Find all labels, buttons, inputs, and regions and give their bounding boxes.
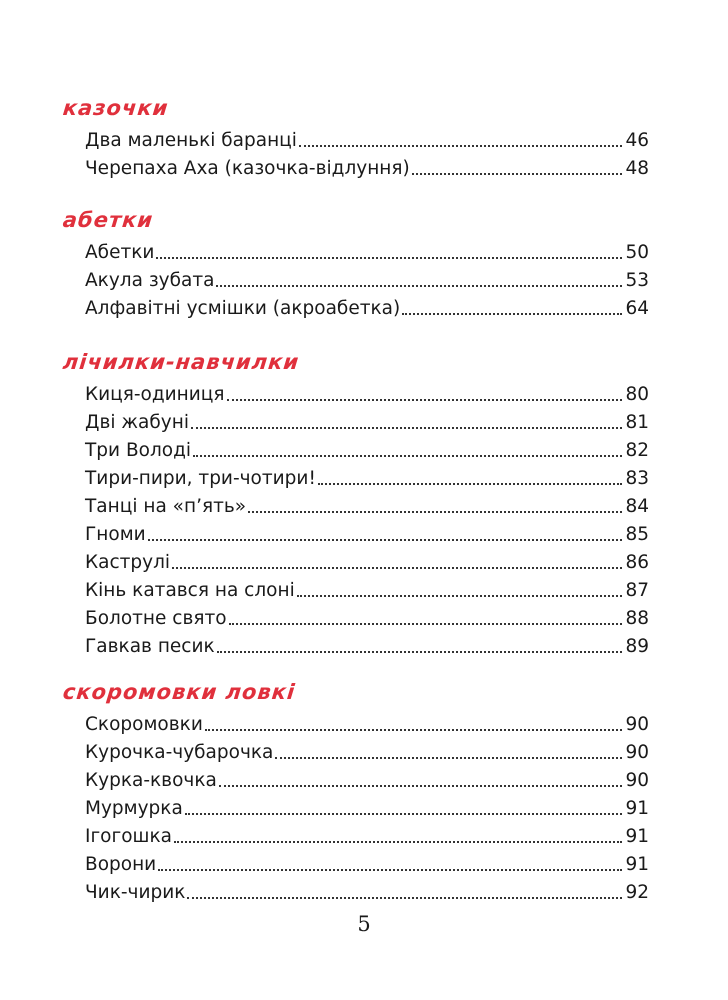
entry-title: Дві жабуні — [85, 412, 189, 433]
dot-leader — [216, 284, 622, 287]
entry-title: Чик-чирик — [85, 882, 186, 903]
entry-page-number: 48 — [625, 158, 649, 179]
toc-entry — [85, 880, 649, 906]
section-heading: лічилки-навчилки — [61, 350, 301, 374]
entry-title: Скоромовки — [85, 714, 203, 735]
dot-leader — [174, 840, 622, 843]
entry-title: Каструлі — [85, 552, 171, 573]
dot-leader — [217, 650, 623, 653]
dot-leader — [205, 728, 623, 731]
toc-entry — [85, 438, 649, 464]
section-heading: абетки — [61, 208, 155, 232]
dot-leader — [158, 868, 622, 871]
dot-leader — [191, 426, 622, 429]
entry-title: Тири-пири, три-чотири! — [85, 468, 316, 489]
dot-leader — [297, 594, 623, 597]
toc-entry — [85, 296, 649, 322]
entry-page-number: 89 — [625, 636, 649, 657]
toc-entry — [85, 240, 649, 266]
toc-entry — [85, 768, 649, 794]
entry-page-number: 85 — [625, 524, 649, 545]
dot-leader — [229, 622, 623, 625]
entry-title: Гавкав песик — [85, 636, 215, 657]
entry-title: Ворони — [85, 854, 157, 875]
dot-leader — [412, 172, 623, 175]
entry-page-number: 87 — [625, 580, 649, 601]
toc-entry — [85, 796, 649, 822]
entry-page-number: 81 — [625, 412, 649, 433]
dot-leader — [193, 454, 622, 457]
toc-entry — [85, 494, 649, 520]
toc-entry — [85, 268, 649, 294]
dot-leader — [185, 812, 623, 815]
entry-title: Алфавітні усмішки (акроабетка) — [85, 298, 401, 319]
entry-page-number: 90 — [625, 742, 649, 763]
entry-page-number: 92 — [625, 882, 649, 903]
dot-leader — [402, 312, 622, 315]
entry-title: Ігогошка — [85, 826, 172, 847]
dot-leader — [318, 482, 623, 485]
toc-entry — [85, 466, 649, 492]
dot-leader — [227, 398, 623, 401]
toc-entry — [85, 156, 649, 182]
section-heading: казочки — [61, 96, 170, 120]
entry-page-number: 86 — [625, 552, 649, 573]
dot-leader — [172, 566, 622, 569]
entry-page-number: 90 — [625, 714, 649, 735]
entry-title: Курка-квочка — [85, 770, 217, 791]
entry-page-number: 90 — [625, 770, 649, 791]
entry-page-number: 64 — [625, 298, 649, 319]
entry-title: Черепаха Аха (казочка-відлуння) — [85, 158, 410, 179]
entry-page-number: 91 — [625, 854, 649, 875]
toc-entry — [85, 128, 649, 154]
entry-title: Кінь катався на слоні — [85, 580, 295, 601]
entry-page-number: 88 — [625, 608, 649, 629]
toc-entry — [85, 740, 649, 766]
entry-title: Киця-одиниця — [85, 384, 225, 405]
dot-leader — [148, 538, 623, 541]
dot-leader — [275, 756, 622, 759]
toc-entry — [85, 410, 649, 436]
toc-entry — [85, 382, 649, 408]
entry-page-number: 53 — [625, 270, 649, 291]
entry-page-number: 46 — [625, 130, 649, 151]
toc-entry — [85, 824, 649, 850]
toc-entry — [85, 606, 649, 632]
dot-leader — [156, 256, 622, 259]
entry-page-number: 91 — [625, 826, 649, 847]
entry-title: Мурмурка — [85, 798, 183, 819]
toc-entry — [85, 550, 649, 576]
entry-page-number: 80 — [625, 384, 649, 405]
page-number: 5 — [357, 912, 371, 936]
entry-title: Гноми — [85, 524, 146, 545]
entry-page-number: 50 — [625, 242, 649, 263]
dot-leader — [187, 896, 622, 899]
entry-title: Танці на «п’ять» — [85, 496, 247, 517]
section-heading: скоромовки ловкі — [61, 680, 297, 704]
entry-title: Акула зубата — [85, 270, 215, 291]
toc-entry — [85, 712, 649, 738]
toc-entry — [85, 578, 649, 604]
entry-title: Два маленькі баранці — [85, 130, 297, 151]
toc-entry — [85, 852, 649, 878]
entry-title: Болотне свято — [85, 608, 227, 629]
dot-leader — [248, 510, 622, 513]
entry-page-number: 84 — [625, 496, 649, 517]
dot-leader — [299, 144, 623, 147]
entry-page-number: 83 — [625, 468, 649, 489]
entry-page-number: 82 — [625, 440, 649, 461]
entry-title: Три Володі — [85, 440, 192, 461]
entry-title: Курочка-чубарочка — [85, 742, 274, 763]
entry-page-number: 91 — [625, 798, 649, 819]
toc-entry — [85, 634, 649, 660]
dot-leader — [219, 784, 623, 787]
entry-title: Абетки — [85, 242, 155, 263]
toc-entry — [85, 522, 649, 548]
